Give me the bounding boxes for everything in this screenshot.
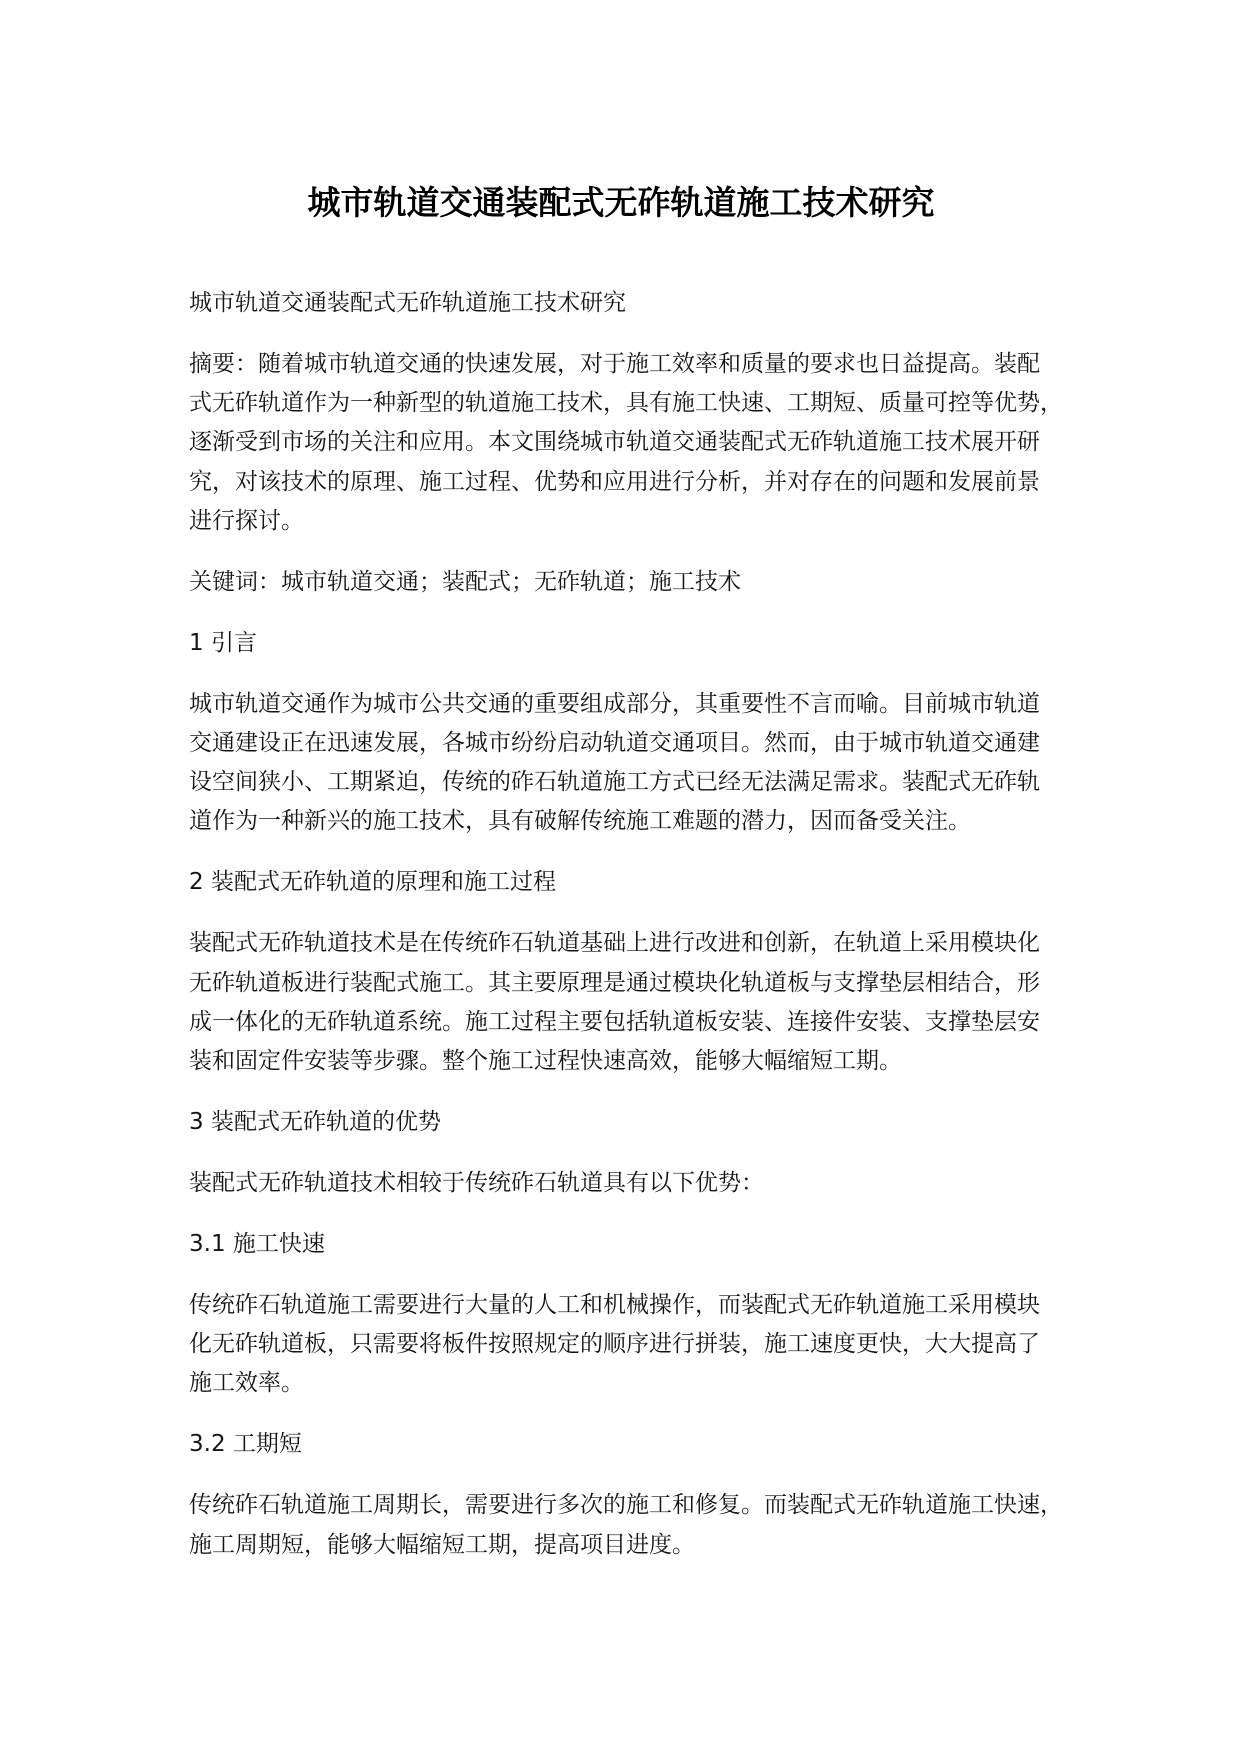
title-repeat-paragraph xyxy=(189,284,1053,323)
subsection-heading-text: 3.2 工期短 xyxy=(189,1431,302,1458)
paragraph-line: 化无砟轨道板，只需要将板件按照规定的顺序进行拼装，施工速度更快，大大提高了 xyxy=(189,1331,1040,1358)
paragraph-line: 无砟轨道板进行装配式施工。其主要原理是通过模块化轨道板与支撑垫层相结合，形 xyxy=(189,969,1040,996)
paragraph-line: 设空间狭小、工期紧迫，传统的砟石轨道施工方式已经无法满足需求。装配式无砟轨 xyxy=(189,769,1040,796)
keywords-line: 关键词：城市轨道交通；装配式；无砟轨道；施工技术 xyxy=(189,568,741,595)
abstract-line: 逐渐受到市场的关注和应用。本文围绕城市轨道交通装配式无砟轨道施工技术展开研 xyxy=(189,429,1040,456)
section-heading-text: 3 装配式无砟轨道的优势 xyxy=(189,1109,441,1136)
paragraph-line: 交通建设正在迅速发展，各城市纷纷启动轨道交通项目。然而，由于城市轨道交通建 xyxy=(189,730,1040,757)
section-heading-1 xyxy=(189,624,1053,663)
paragraph-line: 城市轨道交通作为城市公共交通的重要组成部分，其重要性不言而喻。目前城市轨道 xyxy=(189,690,1040,717)
paragraph-line: 传统砟石轨道施工周期长，需要进行多次的施工和修复。而装配式无砟轨道施工快速， xyxy=(189,1492,1063,1519)
paragraph-line: 装和固定件安装等步骤。整个施工过程快速高效，能够大幅缩短工期。 xyxy=(189,1048,902,1075)
document-title: 城市轨道交通装配式无砟轨道施工技术研究 xyxy=(307,183,935,222)
paragraph-line: 道作为一种新兴的施工技术，具有破解传统施工难题的潜力，因而备受关注。 xyxy=(189,808,971,835)
section-heading-text: 2 装配式无砟轨道的原理和施工过程 xyxy=(189,869,556,896)
paragraph-line: 施工周期短，能够大幅缩短工期，提高项目进度。 xyxy=(189,1531,695,1558)
paragraph-line: 城市轨道交通装配式无砟轨道施工技术研究 xyxy=(189,290,626,316)
abstract-line: 进行探讨。 xyxy=(189,507,304,534)
paragraph-line: 装配式无砟轨道技术相较于传统砟石轨道具有以下优势： xyxy=(189,1170,764,1197)
section-2-paragraph xyxy=(189,924,1053,1081)
subsection-heading-3-2 xyxy=(189,1425,1053,1464)
abstract-line: 式无砟轨道作为一种新型的轨道施工技术，具有施工快速、工期短、质量可控等优势， xyxy=(189,390,1063,417)
section-3-paragraph xyxy=(189,1164,1053,1203)
paragraph-line: 施工效率。 xyxy=(189,1370,304,1397)
paragraph-line: 传统砟石轨道施工需要进行大量的人工和机械操作，而装配式无砟轨道施工采用模块 xyxy=(189,1292,1040,1319)
paragraph-line: 成一体化的无砟轨道系统。施工过程主要包括轨道板安装、连接件安装、支撑垫层安 xyxy=(189,1008,1040,1035)
subsection-3-2-paragraph xyxy=(189,1486,1063,1564)
section-heading-2 xyxy=(189,863,1053,902)
abstract-line: 摘要：随着城市轨道交通的快速发展，对于施工效率和质量的要求也日益提高。装配 xyxy=(189,351,1040,377)
abstract-paragraph xyxy=(189,345,1063,541)
abstract-line: 究，对该技术的原理、施工过程、优势和应用进行分析，并对存在的问题和发展前景 xyxy=(189,468,1040,495)
section-heading-text: 1 引言 xyxy=(189,629,257,656)
document-body xyxy=(189,183,1063,1587)
subsection-heading-3-1 xyxy=(189,1225,1053,1264)
subsection-3-1-paragraph xyxy=(189,1286,1053,1404)
keywords-paragraph xyxy=(189,563,1053,602)
section-1-paragraph xyxy=(189,685,1053,842)
paragraph-line: 装配式无砟轨道技术是在传统砟石轨道基础上进行改进和创新，在轨道上采用模块化 xyxy=(189,930,1040,957)
section-heading-3 xyxy=(189,1103,1053,1142)
subsection-heading-text: 3.1 施工快速 xyxy=(189,1231,325,1258)
